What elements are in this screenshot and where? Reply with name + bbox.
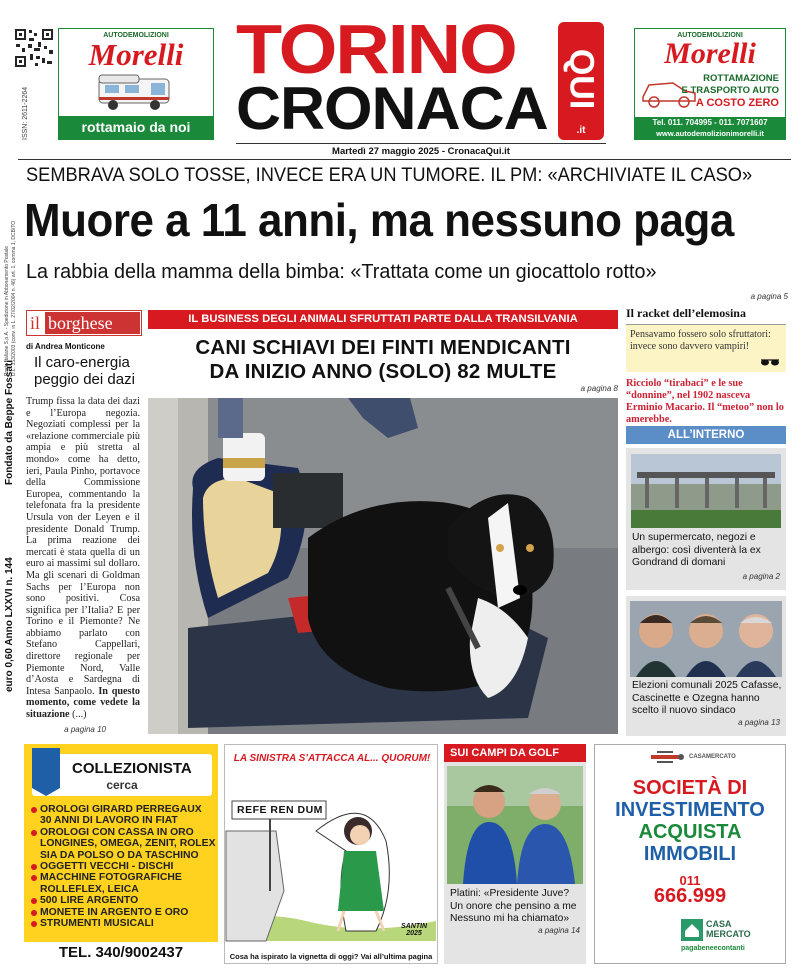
casa-logo (681, 919, 771, 959)
ad-right-brand: Morelli (664, 37, 756, 70)
cartoon-box[interactable] (224, 744, 438, 964)
borghese-author: di Andrea Monticone (26, 342, 105, 351)
racket-title: Il racket dell’elemosina (626, 306, 786, 325)
collezionista-subtitle: cerca (106, 778, 138, 792)
ad-brand: Morelli (88, 37, 184, 72)
ad-collezionista[interactable] (24, 744, 218, 964)
ad-morelli-left[interactable] (58, 28, 214, 140)
golf-label: SUI CAMPI DA GOLF (444, 744, 586, 762)
masthead-rule-top (236, 143, 606, 144)
casa-logo-icon (681, 919, 703, 941)
ad-tagline: rottamaio da noi (59, 116, 213, 139)
collezionista-item: MACCHINE FOTOGRAFICHE ROLLEFLEX, LEICA (30, 872, 216, 895)
side-strip-founder: Fondato da Beppe Fossati (4, 359, 15, 485)
center-headline-1[interactable]: CANI SCHIAVI DEI FINTI MENDICANTI (195, 336, 571, 359)
cartoon-drawing (226, 771, 436, 941)
borghese-ellipsis: (...) (72, 709, 87, 721)
casa-logo-bottom: MERCATO (706, 929, 751, 939)
golf-box[interactable] (444, 744, 586, 964)
lead-kicker: SEMBRAVA SOLO TOSSE, INVECE ERA UN TUMORE. IL PM: «ARCHIVIATE IL CASO» (26, 164, 753, 186)
casa-line4: IMMOBILI (643, 843, 737, 865)
cartoon-caption: Cosa ha ispirato la vignetta di oggi? Vai all’ultima pagina (229, 952, 433, 961)
ad-right-phone: Tel. 011. 704995 - 011. 7071607 (635, 117, 785, 128)
borghese-label-il: il (30, 313, 41, 333)
golf-page-ref: a pagina 14 (538, 925, 580, 935)
racket-box[interactable] (626, 306, 786, 372)
borghese-title[interactable]: Il caro-energia peggio dei dazi (34, 354, 135, 388)
golf-photo (447, 766, 583, 884)
borghese-column (26, 310, 142, 738)
collezionista-item: MONETE IN ARGENTO E ORO (30, 907, 216, 918)
side-strip-price: euro 0,60 Anno LXXVI n. 144 (4, 557, 15, 692)
ad-right-line1: ROTTAMAZIONE (703, 73, 779, 84)
dog-photo (148, 398, 618, 734)
qui-logo-text: QUI (562, 48, 601, 110)
interno-item-1-page: a pagina 2 (742, 571, 780, 581)
camper-icon (91, 73, 181, 115)
borghese-body-bold: In questo momento, come vedete la situazione (26, 685, 141, 721)
center-kicker: IL BUSINESS DEGLI ANIMALI SFRUTTATI PARTE DALLA TRANSILVANIA (148, 310, 618, 329)
ricciolo-text[interactable]: Ricciolo “tirabaci” e le sue “donnine”, nel 1902 nasceva Erminio Macario. Il “metoo” non lo amerebbe. (626, 378, 784, 425)
racket-text: Pensavamo fossero solo sfruttatori: invece sono davvero vampiri! (630, 329, 771, 352)
casa-logo-top: CASA (706, 919, 732, 929)
collezionista-title: COLLEZIONISTA (72, 760, 192, 777)
masthead-title-torino: TORINO (236, 10, 516, 88)
interno-item-2-page: a pagina 13 (738, 717, 780, 727)
masthead-title-cronaca: CRONACA (236, 75, 548, 142)
interno-item-1-text: Un supermercato, negozi e albergo: così diventerà la ex Gondrand di domani (632, 532, 761, 568)
borghese-page-ref: a pagina 10 (64, 725, 106, 734)
qui-logo (558, 22, 604, 140)
cartoon-title: LA SINISTRA S’ATTACCA AL... QUORUM! (233, 753, 431, 764)
candidates-photo (630, 601, 782, 677)
cartoon-sign: REFE REN DUM (237, 804, 323, 816)
date-line: Martedì 27 maggio 2025 - CronacaQui.it (332, 146, 510, 157)
borghese-label-name: borghese (45, 312, 140, 334)
casa-logo-tag: pagabeneecontanti (681, 945, 745, 952)
collezionista-item: STRUMENTI MUSICALI (30, 918, 216, 929)
casa-phone: 666.999 (653, 885, 727, 907)
qui-logo-suffix: .it (576, 125, 586, 136)
ad-right-web: www.autodemolizionimorelli.it (635, 128, 785, 140)
ad-casa-mercato[interactable] (594, 744, 786, 964)
borghese-label (26, 310, 142, 336)
gondrand-photo (631, 454, 781, 528)
ad-right-brand-top: AUTODEMOLIZIONI (677, 32, 743, 39)
collezionista-item: OROLOGI GIRARD PERREGAUX 30 ANNI DI LAVORO IN FIAT (30, 804, 216, 827)
biplane-icon (647, 749, 687, 765)
collezionista-phone: TEL. 340/9002437 (24, 942, 218, 964)
all-interno-label: ALL’INTERNO (626, 426, 786, 444)
center-page-ref: a pagina 8 (580, 384, 618, 393)
collezionista-item: 500 LIRE ARGENTO (30, 895, 216, 906)
lead-headline[interactable]: Muore a 11 anni, ma nessuno paga (24, 194, 734, 246)
qr-code (14, 28, 54, 68)
center-headline-2[interactable]: DA INIZIO ANNO (SOLO) 82 MULTE (209, 360, 557, 383)
interno-item-2-text: Elezioni comunali 2025 Cafasse, Cascinette e Ozegna hanno scelto il nuovo sindaco (632, 680, 782, 716)
interno-item-2[interactable] (626, 596, 786, 736)
casa-line3: ACQUISTA (638, 821, 742, 843)
lead-page-ref: a pagina 5 (750, 292, 788, 301)
collezionista-list (30, 804, 216, 929)
sunglasses-icon (760, 358, 780, 366)
lead-subhead: La rabbia della mamma della bimba: «Trattata come un giocattolo rotto» (26, 260, 657, 283)
casa-brand-small: CASAMERCATO (689, 754, 736, 760)
cartoon-signature: SANTIN 2025 (400, 923, 428, 937)
casa-line1: SOCIETÀ DI (632, 777, 748, 799)
golf-text: Platini: «Presidente Juve? Un onore che pensino a me Nessuno mi ha chiamato» (450, 888, 577, 924)
ad-right-line2: E TRASPORTO AUTO (681, 85, 779, 96)
ad-right-line3: A COSTO ZERO (695, 97, 779, 109)
masthead-rule-bottom (18, 159, 791, 160)
side-strip-postal1: Poste Italiane S.p.A. - Spedizione in Abbonamento Postale (4, 245, 10, 376)
ad-brand-top: AUTODEMOLIZIONI (103, 32, 169, 39)
folder-icon (32, 748, 60, 796)
issn: ISSN: 2611-2264 (22, 86, 29, 140)
interno-item-1[interactable] (626, 448, 786, 590)
ad-morelli-right[interactable] (634, 28, 786, 140)
side-strip-postal2: D.L. 353/2003 (conv. in L. 27/02/2004 n. 46) art. 1, comma 1, DCB/TO (11, 220, 17, 376)
borghese-body (26, 396, 142, 721)
collezionista-item: OGGETTI VECCHI - DISCHI (30, 861, 216, 872)
collezionista-item: OROLOGI CON CASSA IN ORO LONGINES, OMEGA, ZENIT, ROLEX SIA DA POLSO O DA TASCHINO (30, 827, 216, 861)
casa-line2: INVESTIMENTO (615, 799, 765, 821)
casa-phone-prefix: 011 (679, 873, 701, 888)
borghese-body-text: Trump fissa la data dei dazi e l’Europa negozia. Negoziati complessi per la «relazione commerciale più ampia e più stretta al mondo» come ha detto, ieri, Paula Pinho, portavoce della Commissione Europea, commentando la telefonata fra la presidente Ursula von der Leyen e il presidente Donald Trump. La prima reazione dei mercati è stata quella di un euro ai massimi sul dollaro. Ma gli scenari di Goldman Sachs per l’Europa non sono positivi. Cosa significa per l’Italia? E per Torino e il Piemonte? Ne abbiamo parlato con Stefano Cappellari, direttore regionale per Piemonte Nord, Valle d’Aosta e Sardegna di Intesa Sanpaolo. (26, 396, 140, 697)
